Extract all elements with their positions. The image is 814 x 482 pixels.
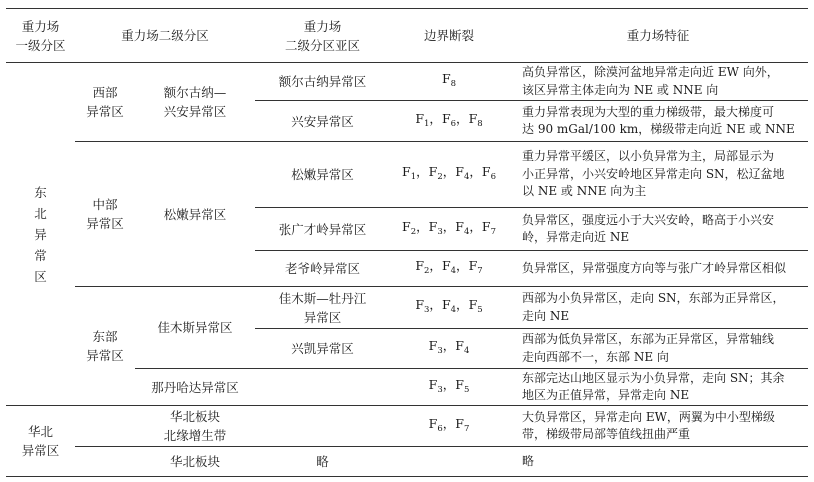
level1-ne-char: 异 <box>34 226 47 242</box>
feature-cell: 高负异常区，除漠河盆地异常走向近 EW 向外， 该区异常主体走向为 NE 或 NNE 向 <box>522 65 779 97</box>
level2-east <box>75 287 135 405</box>
level2-nadanhada-text: 那丹哈达异常区 <box>151 379 239 395</box>
feature-cell: 东部完达山地区显示为小负异常，走向 SN；其余 地区为正值异常，异常走向 NE <box>522 370 785 402</box>
header-level1 <box>6 9 75 62</box>
level2-nc-margin <box>135 406 255 446</box>
fault-separator: ， <box>416 164 429 179</box>
fault-label: F <box>455 218 464 234</box>
subarea-line: 异常区 <box>303 309 342 325</box>
level1-nc-line2: 异常区 <box>21 443 60 458</box>
header-subarea-line2: 二级分区亚区 <box>284 37 360 53</box>
fault-label: F <box>481 218 491 234</box>
level2-central-line2: 异常区 <box>86 216 124 231</box>
fault-label: F <box>455 376 464 392</box>
fault-separator: ， <box>442 164 456 179</box>
faults-list <box>415 295 482 320</box>
level2-west-sub <box>135 63 255 141</box>
level1-ne-char: 北 <box>34 205 47 221</box>
fault-separator: ， <box>456 110 469 126</box>
level1-northeast <box>6 63 75 405</box>
feature-cell: 西部为低负异常区，东部为正异常区，异常轴线 走向西部不一，东部 NE 向 <box>522 332 775 364</box>
faults-cell <box>390 329 508 368</box>
header-faults-text: 边界断裂 <box>423 28 474 43</box>
header-feature-text: 重力场特征 <box>626 28 690 43</box>
level2-central-sub <box>135 142 255 286</box>
subarea-line: 老爷岭异常区 <box>284 261 360 276</box>
fault-subscript: 2 <box>410 226 417 237</box>
level1-ne-char: 东 <box>34 184 47 200</box>
feature-cell: 重力异常平缓区，以小负异常为主，局部显示为 小正异常，小兴安岭地区异常走向 SN，松辽盆地 以 NE 或 NNE 向为主 <box>522 149 785 199</box>
faults-list <box>402 217 496 242</box>
fault-subscript: 8 <box>450 79 457 89</box>
subarea-cell <box>255 447 390 476</box>
faults-cell <box>390 63 508 100</box>
fault-subscript: 7 <box>477 266 483 276</box>
fault-subscript: 1 <box>410 172 417 182</box>
faults-list <box>429 414 470 439</box>
level2-west-sub-line2: 兴安异常区 <box>163 104 227 119</box>
faults-cell <box>390 251 508 286</box>
subarea-cell <box>255 101 390 141</box>
faults-list <box>442 69 456 94</box>
fault-subscript: 6 <box>450 118 457 129</box>
faults-list <box>415 256 482 281</box>
fault-separator: ， <box>456 258 469 273</box>
fault-subscript: 4 <box>450 266 457 276</box>
fault-separator: ， <box>469 164 482 179</box>
fault-subscript: 2 <box>437 172 443 182</box>
fault-subscript: 4 <box>463 172 470 182</box>
fault-subscript: 8 <box>477 118 483 129</box>
faults-list <box>415 109 482 134</box>
feature-cell: 负异常区，异常强度方向等与张广才岭异常区相似 <box>522 260 787 275</box>
feature-cell: 大负异常区，异常走向 EW，两翼为中小型梯级 带，梯级带局部等值线扭曲严重 <box>522 409 775 441</box>
subarea-cell <box>255 287 390 328</box>
fault-subscript: 6 <box>437 423 443 434</box>
subarea-cell <box>255 251 390 286</box>
fault-label: F <box>415 258 424 273</box>
table-bottom-rule <box>6 476 808 477</box>
fault-label: F <box>402 218 411 234</box>
level2-nadanhada <box>135 369 255 405</box>
fault-subscript: 5 <box>477 305 483 315</box>
subarea-line: 略 <box>316 454 329 469</box>
faults-list <box>402 162 496 187</box>
fault-label: F <box>415 297 424 312</box>
subarea-line: 松嫩异常区 <box>291 167 354 182</box>
fault-subscript: 4 <box>463 226 470 237</box>
fault-label: F <box>428 415 438 431</box>
faults-cell <box>390 142 508 207</box>
fault-label: F <box>455 415 464 431</box>
fault-label: F <box>468 297 478 312</box>
fault-label: F <box>468 110 478 126</box>
subarea-line: 张广才岭异常区 <box>278 221 367 237</box>
fault-label: F <box>441 110 451 126</box>
fault-separator: ， <box>442 338 456 353</box>
header-level1-line2: 一级分区 <box>15 37 66 53</box>
subarea-line: 兴安异常区 <box>291 113 354 129</box>
level2-east-sub <box>135 287 255 368</box>
subarea-line: 兴凯异常区 <box>291 341 354 356</box>
fault-label: F <box>428 218 438 234</box>
level2-west <box>75 63 135 141</box>
level2-central-sub-text: 松嫩异常区 <box>163 206 227 222</box>
level1-ne-char: 区 <box>34 268 47 284</box>
fault-label: F <box>468 258 478 273</box>
fault-subscript: 3 <box>437 346 443 356</box>
subarea-line: 额尔古纳异常区 <box>278 74 367 89</box>
subarea-cell <box>255 329 390 368</box>
level2-central <box>75 142 135 286</box>
subarea-cell <box>255 208 390 250</box>
level1-northchina <box>6 406 75 476</box>
header-subarea <box>255 9 390 62</box>
fault-subscript: 4 <box>463 346 470 356</box>
fault-separator: ， <box>442 415 456 431</box>
fault-subscript: 7 <box>463 423 470 434</box>
level2-west-line1: 西部 <box>92 85 118 100</box>
faults-cell <box>390 406 508 446</box>
faults-list <box>429 336 470 361</box>
fault-subscript: 4 <box>450 305 457 315</box>
feature-cell: 西部为小负异常区，走向 SN，东部为正异常区， 走向 NE <box>522 291 785 323</box>
subarea-cell <box>255 63 390 100</box>
fault-separator: ， <box>429 297 442 312</box>
feature-cell: 重力异常表现为大型的重力梯级带，最大梯度可 达 90 mGal/100 km，梯级带走向近 NE 或 NNE <box>522 104 795 136</box>
fault-separator: ， <box>416 218 429 234</box>
fault-separator: ， <box>429 110 442 126</box>
fault-label: F <box>428 164 438 179</box>
level2-east-line1: 东部 <box>92 329 118 344</box>
header-faults <box>390 9 508 62</box>
fault-separator: ， <box>429 258 442 273</box>
level1-ne-char: 常 <box>34 247 47 263</box>
level1-nc-line1: 华北 <box>27 424 53 439</box>
level2-central-line1: 中部 <box>92 197 118 212</box>
faults-cell <box>390 447 508 476</box>
subarea-cell <box>255 369 390 405</box>
level2-nc-plate-text: 华北板块 <box>169 454 220 469</box>
faults-cell <box>390 101 508 141</box>
fault-subscript: 7 <box>490 226 496 237</box>
fault-label: F <box>428 376 438 392</box>
feature-cell: 负异常区，强度远小于大兴安岭，略高于小兴安 岭，异常走向近 NE <box>522 212 775 244</box>
fault-subscript: 2 <box>424 266 430 276</box>
fault-label: F <box>402 164 411 179</box>
subarea-line: 佳木斯—牡丹江 <box>278 290 367 306</box>
level2-nc-margin-line1: 华北板块 <box>169 409 220 424</box>
fault-separator: ， <box>442 376 456 392</box>
header-subarea-line1: 重力场 <box>303 18 342 34</box>
fault-separator: ， <box>442 218 456 234</box>
header-feature <box>508 9 808 62</box>
level2-nc-margin-line2: 北缘增生带 <box>163 428 227 443</box>
faults-list <box>429 375 470 400</box>
fault-label: F <box>441 71 451 86</box>
fault-subscript: 6 <box>490 172 496 182</box>
fault-label: F <box>415 110 424 126</box>
fault-label: F <box>441 297 451 312</box>
fault-separator: ， <box>469 218 482 234</box>
fault-separator: ， <box>456 297 469 312</box>
faults-cell <box>390 369 508 405</box>
level2-east-sub-text: 佳木斯异常区 <box>157 320 233 335</box>
subarea-cell <box>255 142 390 207</box>
level2-east-line2: 异常区 <box>86 348 124 363</box>
fault-subscript: 3 <box>437 226 443 237</box>
fault-label: F <box>428 338 438 353</box>
fault-subscript: 1 <box>424 118 430 129</box>
fault-label: F <box>455 164 464 179</box>
fault-label: F <box>455 338 464 353</box>
level2-nc-plate <box>135 447 255 476</box>
fault-subscript: 3 <box>424 305 430 315</box>
level2-west-sub-line1: 额尔古纳— <box>163 85 227 100</box>
fault-subscript: 3 <box>437 384 443 395</box>
subarea-cell <box>255 406 390 446</box>
fault-label: F <box>441 258 451 273</box>
feature-cell: 略 <box>522 453 535 468</box>
fault-subscript: 5 <box>463 384 470 395</box>
header-level2 <box>75 9 255 62</box>
level2-west-line2: 异常区 <box>86 104 124 119</box>
faults-cell <box>390 208 508 250</box>
header-level1-line1: 重力场 <box>21 18 60 34</box>
fault-label: F <box>481 164 491 179</box>
header-level2-text: 重力场二级分区 <box>121 28 209 43</box>
faults-cell <box>390 287 508 328</box>
